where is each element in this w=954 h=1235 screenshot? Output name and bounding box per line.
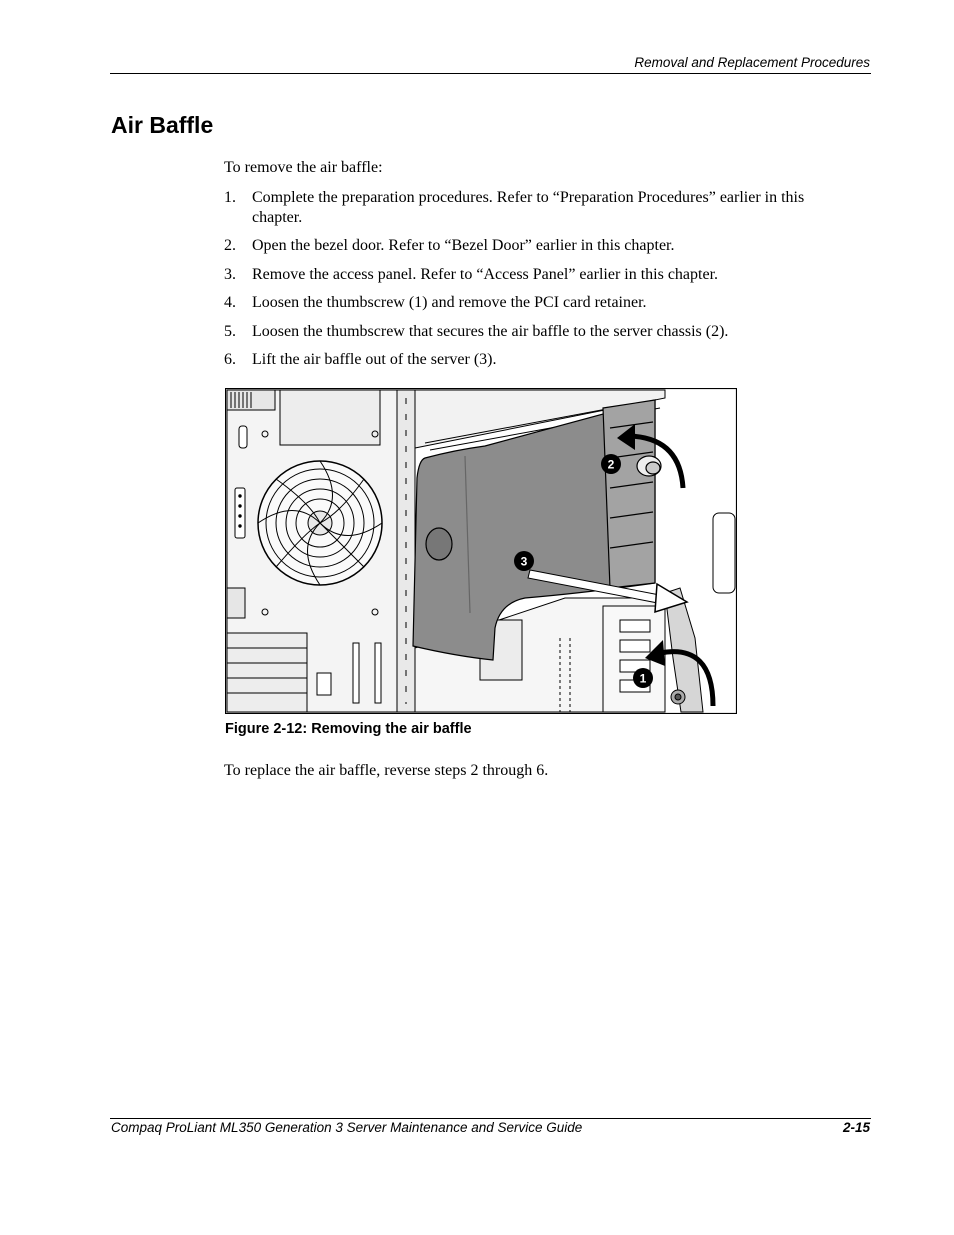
step-item: 2. Open the bezel door. Refer to “Bezel Door” earlier in this chapter. (224, 237, 675, 254)
step-item: 6. Lift the air baffle out of the server (3). (224, 351, 497, 368)
thumbscrew-2 (637, 456, 661, 476)
step-item: 3. Remove the access panel. Refer to “Access Panel” earlier in this chapter. (224, 265, 719, 283)
callout-2-label: 2 (607, 457, 615, 472)
header-rule (110, 73, 871, 74)
step-text: Loosen the thumbscrew that secures the air baffle to the server chassis (2). (252, 322, 729, 340)
closing-text: To replace the air baffle, reverse steps 2 through 6. (224, 762, 549, 779)
step-text: Lift the air baffle out of the server (3). (252, 351, 497, 368)
step-item: 1. Complete the preparation procedures. Refer to “Preparation Procedures” earlier in this chapter. (224, 189, 805, 226)
figure-caption: Figure 2-12: Removing the air baffle (225, 721, 472, 737)
callout-1 (633, 668, 653, 688)
callout-3 (514, 551, 534, 571)
air-baffle-illustration (225, 388, 737, 714)
running-header: Removal and Replacement Procedures (634, 55, 870, 70)
footer-guide-title: Compaq ProLiant ML350 Generation 3 Server Maintenance and Service Guide (111, 1120, 583, 1135)
page-title: Air Baffle (111, 112, 214, 138)
step-text: Loosen the thumbscrew (1) and remove the PCI card retainer. (252, 294, 647, 311)
step-item: 5. Loosen the thumbscrew that secures the air baffle to the server chassis (2). (224, 322, 729, 340)
step-text: Complete the preparation procedures. Refer to “Preparation Procedures” earlier in this chapter. (252, 189, 805, 226)
intro-text: To remove the air baffle: (224, 159, 383, 176)
step-text: Remove the access panel. Refer to “Access Panel” earlier in this chapter. (252, 265, 719, 283)
callout-3-label: 3 (520, 554, 528, 569)
footer-rule (110, 1118, 871, 1119)
callout-1-label: 1 (639, 671, 647, 686)
procedure-steps (224, 188, 854, 379)
step-text: Open the bezel door. Refer to “Bezel Door” earlier in this chapter. (252, 237, 675, 254)
step-item: 4. Loosen the thumbscrew (1) and remove the PCI card retainer. (224, 294, 647, 311)
footer-page-number: 2-15 (842, 1120, 870, 1135)
callout-2 (601, 454, 621, 474)
